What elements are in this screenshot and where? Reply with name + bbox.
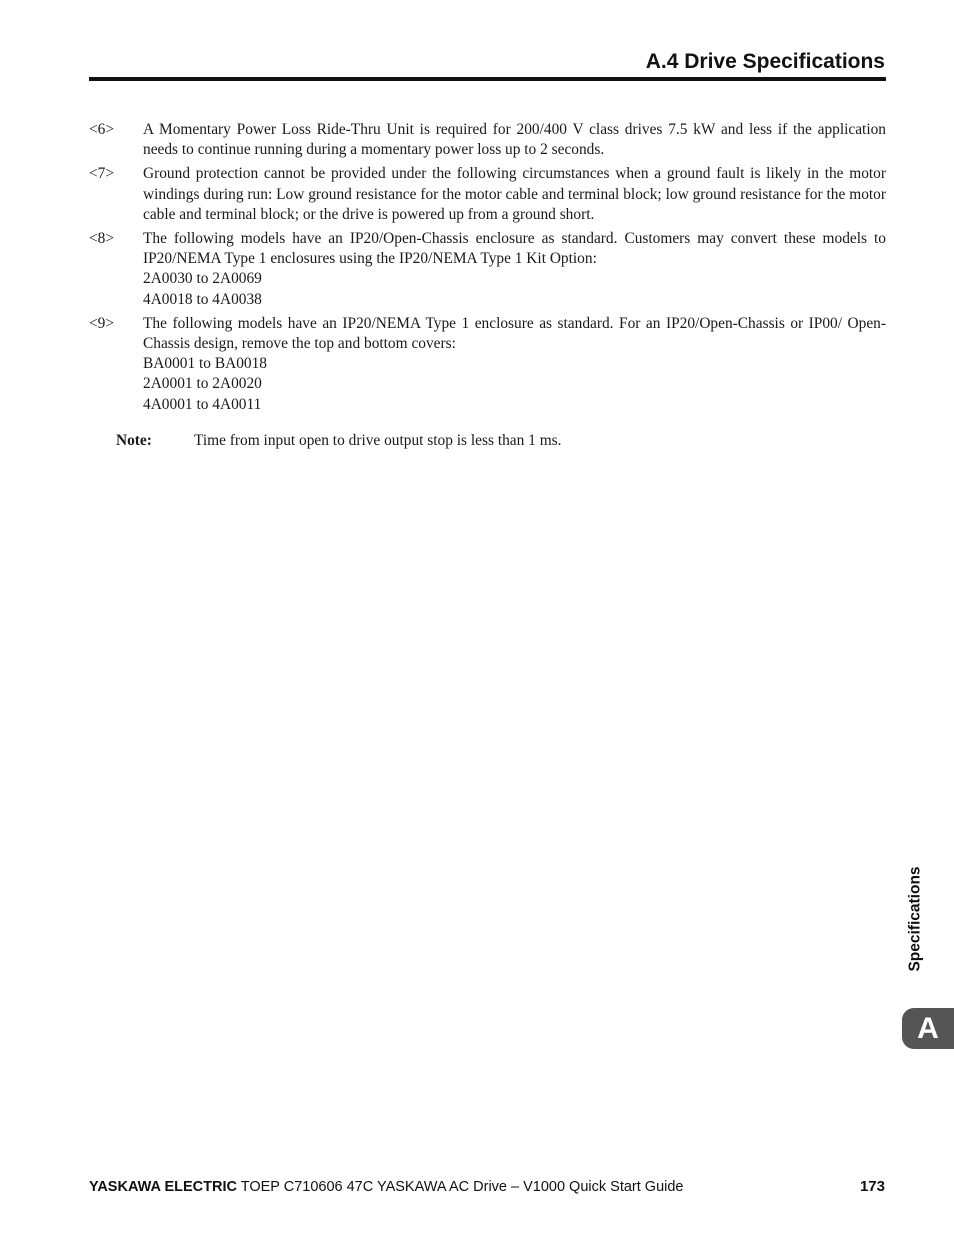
model-range: 2A0001 to 2A0020 bbox=[143, 375, 262, 393]
notes-list bbox=[89, 120, 886, 419]
note-body bbox=[143, 314, 886, 415]
note-text: A Momentary Power Loss Ride-Thru Unit is required for 200/400 V class drives 7.5 kW and less if the application needs to continue running during a momentary power loss up to 2 seconds. bbox=[143, 121, 886, 159]
side-section-text: Specifications bbox=[907, 866, 924, 972]
section-title: A.4 Drive Specifications bbox=[645, 50, 885, 73]
note-item bbox=[89, 164, 886, 225]
note-marker: <9> bbox=[89, 314, 115, 332]
note-text: Ground protection cannot be provided under the following circumstances when a ground fault is likely in the motor windings during run: Low ground resistance for the motor cable and terminal block; low ground resistance for the motor cable and terminal block; or the drive is powered up from a ground short. bbox=[143, 165, 886, 223]
note-body bbox=[143, 120, 886, 160]
model-range: 2A0030 to 2A0069 bbox=[143, 270, 262, 288]
footnote-label: Note: bbox=[116, 432, 152, 449]
note-item bbox=[89, 314, 886, 415]
footnote bbox=[116, 431, 562, 451]
chapter-tab: A bbox=[902, 1008, 954, 1049]
note-marker: <6> bbox=[89, 121, 115, 138]
page-number: 173 bbox=[859, 1178, 885, 1195]
note-item bbox=[89, 229, 886, 310]
footer-doc-info bbox=[89, 1179, 684, 1195]
model-range: 4A0001 to 4A0011 bbox=[143, 395, 262, 413]
note-marker: <8> bbox=[89, 230, 115, 248]
note-text: The following models have an IP20/Open-Chassis enclosure as standard. Customers may convert these models to IP20/NEMA Type 1 enclosures using the IP20/NEMA Type 1 Kit Option: bbox=[143, 230, 886, 268]
side-section-label bbox=[904, 858, 928, 980]
footer-brand: YASKAWA ELECTRIC bbox=[89, 1179, 237, 1195]
note-body bbox=[143, 164, 886, 225]
note-item bbox=[89, 120, 886, 160]
header-rule bbox=[89, 77, 886, 81]
footnote-text: Time from input open to drive output stop is less than 1 ms. bbox=[194, 432, 562, 449]
note-text: The following models have an IP20/NEMA Type 1 enclosure as standard. For an IP20/Open-Chassis or IP00/ Open-Chassis design, remove the top and bottom covers: bbox=[143, 314, 886, 353]
note-body bbox=[143, 229, 886, 310]
model-range: BA0001 to BA0018 bbox=[143, 355, 267, 373]
footer-doc-title: TOEP C710606 47C YASKAWA AC Drive – V1000 Quick Start Guide bbox=[236, 1179, 684, 1195]
note-marker: <7> bbox=[89, 165, 115, 183]
model-range: 4A0018 to 4A0038 bbox=[143, 290, 262, 308]
